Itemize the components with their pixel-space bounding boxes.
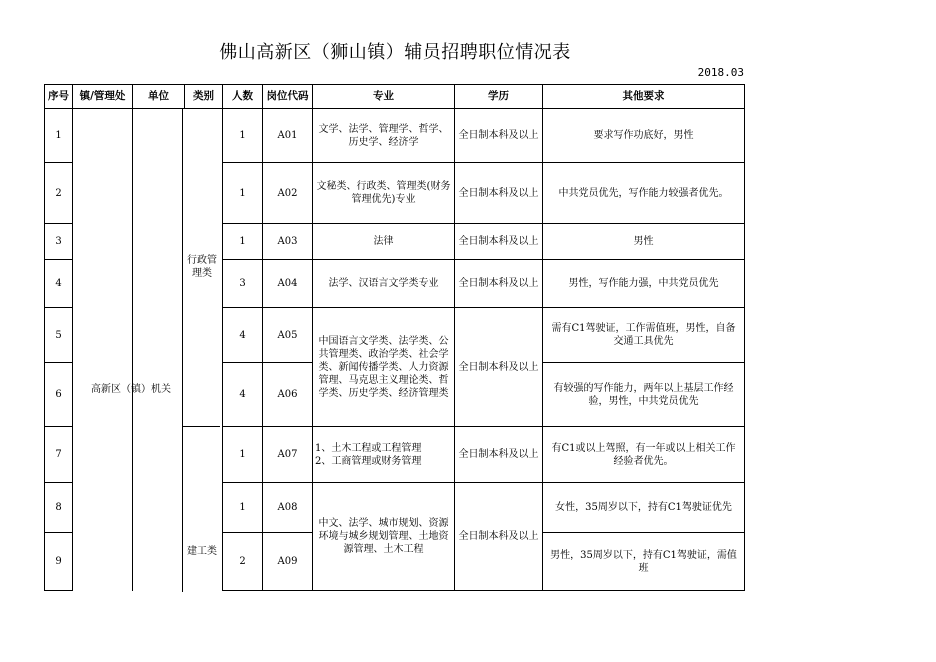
- cell-major: 文学、法学、管理学、哲学、历史学、经济学: [313, 109, 455, 163]
- category-construction: 建工类: [187, 546, 217, 557]
- cell-code: A09: [263, 533, 313, 591]
- header-row: [45, 85, 745, 109]
- cell-requirements: 女性，35周岁以下，持有C1驾驶证优先: [543, 483, 745, 533]
- cell-count: 1: [223, 224, 263, 260]
- cell-requirements: 男性，写作能力强，中共党员优先: [543, 260, 745, 308]
- unit-category-divider: [182, 108, 183, 592]
- cell-no: 8: [45, 483, 73, 533]
- cell-count: 1: [223, 109, 263, 163]
- cell-education: 全日制本科及以上: [455, 163, 543, 224]
- header-no: 序号: [45, 85, 73, 109]
- cell-no: 3: [45, 224, 73, 260]
- header-town: 镇/管理处: [73, 85, 133, 109]
- cell-major: 文秘类、行政类、管理类(财务管理优先)专业: [313, 163, 455, 224]
- org-unit-label: 高新区（镇）机关: [91, 384, 171, 395]
- cell-no: 2: [45, 163, 73, 224]
- cell-count: 4: [223, 363, 263, 427]
- report-date: 2018.03: [697, 66, 744, 79]
- header-education: 学历: [455, 85, 543, 109]
- cell-code: A02: [263, 163, 313, 224]
- unit-category-area: [133, 109, 223, 591]
- cell-major: 1、土木工程或工程管理 2、工商管理或财务管理: [313, 427, 455, 483]
- header-category: 类别: [185, 85, 223, 109]
- cell-no: 4: [45, 260, 73, 308]
- cell-education: 全日制本科及以上: [455, 109, 543, 163]
- cell-education: 全日制本科及以上: [455, 427, 543, 483]
- header-requirements: 其他要求: [543, 85, 745, 109]
- cell-code: A08: [263, 483, 313, 533]
- cell-requirements: 要求写作功底好，男性: [543, 109, 745, 163]
- cell-count: 2: [223, 533, 263, 591]
- cell-count: 4: [223, 308, 263, 363]
- table-row: [45, 109, 745, 163]
- cell-major: 法律: [313, 224, 455, 260]
- cell-count: 1: [223, 163, 263, 224]
- header-unit: 单位: [133, 85, 185, 109]
- cell-major: 法学、汉语言文学类专业: [313, 260, 455, 308]
- cell-code: A03: [263, 224, 313, 260]
- cell-code: A06: [263, 363, 313, 427]
- cell-education: 全日制本科及以上: [455, 224, 543, 260]
- cell-code: A04: [263, 260, 313, 308]
- cell-town: [73, 109, 133, 591]
- cell-requirements: 有C1或以上驾照，有一年或以上相关工作经验者优先。: [543, 427, 745, 483]
- cell-no: 1: [45, 109, 73, 163]
- cell-education-merged: 全日制本科及以上: [455, 483, 543, 591]
- page-title: 佛山高新区（狮山镇）辅员招聘职位情况表: [219, 42, 571, 63]
- cell-education: 全日制本科及以上: [455, 260, 543, 308]
- cell-requirements: 需有C1驾驶证，工作需值班，男性，自备交通工具优先: [543, 308, 745, 363]
- header-code: 岗位代码: [263, 85, 313, 109]
- cell-no: 7: [45, 427, 73, 483]
- cell-code: A07: [263, 427, 313, 483]
- cell-count: 3: [223, 260, 263, 308]
- cell-no: 5: [45, 308, 73, 363]
- cell-no: 6: [45, 363, 73, 427]
- cell-no: 9: [45, 533, 73, 591]
- cell-count: 1: [223, 427, 263, 483]
- cell-count: 1: [223, 483, 263, 533]
- cell-major-merged: 中国语言文学类、法学类、公共管理类、政治学类、社会学类、新闻传播学类、人力资源管理、马克思主义理论类、哲学类、历史学类、经济管理类: [313, 308, 455, 427]
- category-section-divider: [182, 426, 220, 427]
- cell-requirements: 男性，35周岁以下，持有C1驾驶证，需值班: [543, 533, 745, 591]
- category-admin: 行政管理类: [187, 255, 217, 279]
- cell-requirements: 男性: [543, 224, 745, 260]
- positions-table: [44, 84, 745, 591]
- cell-requirements: 中共党员优先，写作能力较强者优先。: [543, 163, 745, 224]
- cell-requirements: 有较强的写作能力，两年以上基层工作经验，男性，中共党员优先: [543, 363, 745, 427]
- cell-major-merged: 中文、法学、城市规划、资源环境与城乡规划管理、土地资源管理、土木工程: [313, 483, 455, 591]
- cell-code: A05: [263, 308, 313, 363]
- header-count: 人数: [223, 85, 263, 109]
- cell-code: A01: [263, 109, 313, 163]
- cell-education-merged: 全日制本科及以上: [455, 308, 543, 427]
- header-major: 专业: [313, 85, 455, 109]
